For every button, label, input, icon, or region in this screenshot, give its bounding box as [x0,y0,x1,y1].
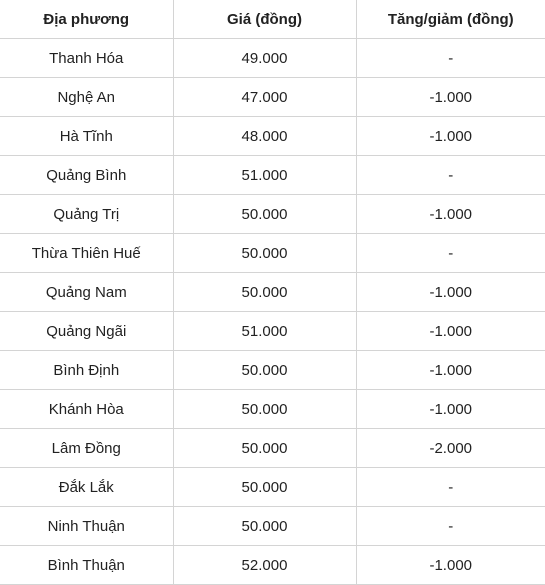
cell-price: 50.000 [173,273,356,312]
cell-price: 50.000 [173,195,356,234]
cell-locality: Ninh Thuận [0,507,173,546]
table-row [0,351,545,390]
cell-locality: Quảng Ngãi [0,312,173,351]
header-change: Tăng/giảm (đồng) [356,0,545,39]
cell-price: 50.000 [173,351,356,390]
table-row [0,429,545,468]
cell-price: 48.000 [173,117,356,156]
cell-change: - [356,39,545,78]
table-row [0,117,545,156]
cell-price: 47.000 [173,78,356,117]
table-body [0,39,545,585]
cell-change: -1.000 [356,195,545,234]
header-price: Giá (đồng) [173,0,356,39]
table-row [0,156,545,195]
cell-price: 52.000 [173,546,356,585]
cell-change: - [356,468,545,507]
cell-locality: Hà Tĩnh [0,117,173,156]
cell-price: 51.000 [173,156,356,195]
cell-locality: Quảng Bình [0,156,173,195]
cell-change: -2.000 [356,429,545,468]
cell-locality: Thừa Thiên Huế [0,234,173,273]
cell-locality: Bình Thuận [0,546,173,585]
table-row [0,78,545,117]
cell-change: -1.000 [356,273,545,312]
cell-change: - [356,507,545,546]
table-header-row [0,0,545,39]
cell-locality: Đắk Lắk [0,468,173,507]
cell-locality: Lâm Đồng [0,429,173,468]
table-row [0,39,545,78]
cell-locality: Quảng Nam [0,273,173,312]
table-row [0,546,545,585]
cell-change: -1.000 [356,390,545,429]
cell-locality: Khánh Hòa [0,390,173,429]
cell-price: 50.000 [173,468,356,507]
table-row [0,234,545,273]
cell-locality: Quảng Trị [0,195,173,234]
cell-price: 50.000 [173,234,356,273]
cell-change: -1.000 [356,546,545,585]
cell-price: 50.000 [173,507,356,546]
cell-locality: Nghệ An [0,78,173,117]
cell-change: -1.000 [356,78,545,117]
cell-price: 50.000 [173,390,356,429]
header-locality: Địa phương [0,0,173,39]
cell-locality: Thanh Hóa [0,39,173,78]
table-row [0,312,545,351]
cell-change: -1.000 [356,117,545,156]
cell-change: -1.000 [356,351,545,390]
cell-change: - [356,234,545,273]
cell-change: -1.000 [356,312,545,351]
table-row [0,195,545,234]
cell-price: 49.000 [173,39,356,78]
table-row [0,507,545,546]
table-row [0,468,545,507]
table-row [0,390,545,429]
table-row [0,273,545,312]
cell-locality: Bình Định [0,351,173,390]
cell-change: - [356,156,545,195]
cell-price: 51.000 [173,312,356,351]
cell-price: 50.000 [173,429,356,468]
